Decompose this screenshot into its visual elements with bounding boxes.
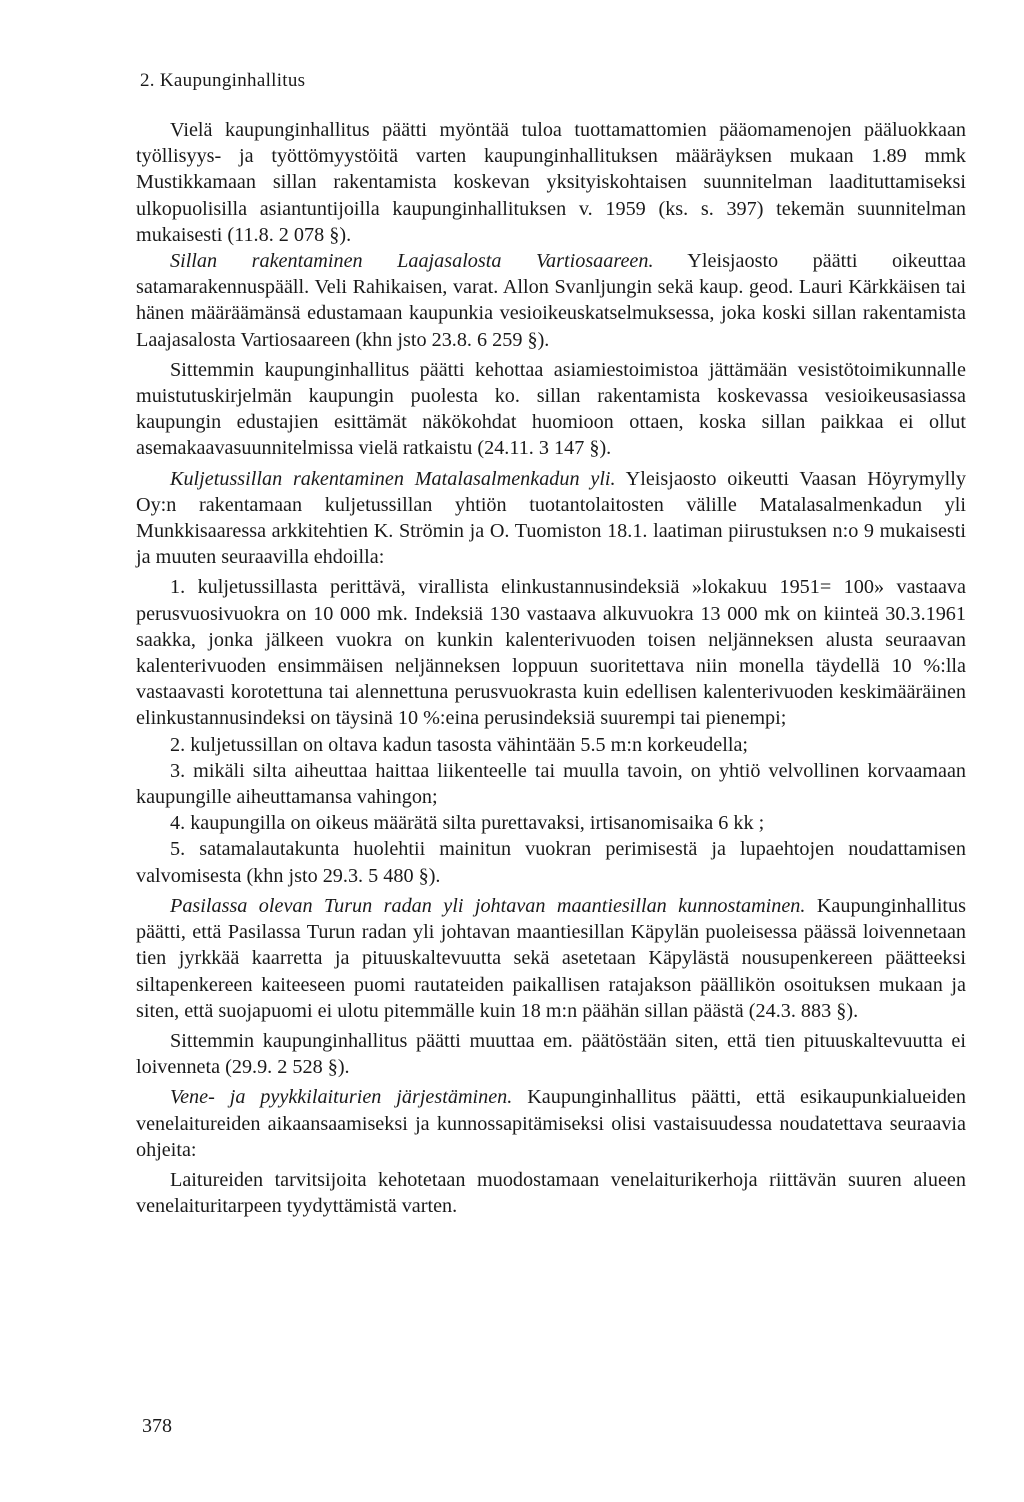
paragraph-heading: Sillan rakentaminen Laajasalosta Vartiosaareen. [170, 250, 654, 273]
paragraph: Sillan rakentaminen Laajasalosta Vartiosaareen. Yleisjaosto päätti oikeuttaa satamarakennuspääll. Veli Rahikaisen, varat. Allon Svanljungin sekä kaup. geod. Lauri Kärkkäisen tai hänen määräämänsä edustamaan kaupunkia vesioikeuskatselmuksessa, joka koski sillan rakentamista Laajasalosta Vartiosaareen (khn jsto 23.8. 6 259 §). [136, 250, 966, 351]
paragraph-heading: Vene- ja pyykkilaiturien järjestäminen. [170, 1086, 513, 1109]
document-body [136, 117, 966, 1219]
paragraph: Laitureiden tarvitsijoita kehotetaan muodostamaan venelaiturikerhoja riittävän suuren alueen venelaituritarpeen tyydyttämistä varten. [136, 1168, 966, 1218]
page-number: 378 [142, 1415, 172, 1437]
paragraph: Sittemmin kaupunginhallitus päätti muuttaa em. päätöstään siten, että tien pituuskaltevuutta ei loivenneta (29.9. 2 528 §). [136, 1029, 966, 1079]
document-page [136, 70, 966, 1219]
list-item: 2. kuljetussillan on oltava kadun tasosta vähintään 5.5 m:n korkeudella; [170, 733, 749, 756]
paragraph: Sittemmin kaupunginhallitus päätti kehottaa asiamiestoimistoa jättämään vesistötoimikunnalle muistutuskirjelmän kaupungin puolesta ko. sillan rakentamista koskevassa vesioikeusasiassa kaupungin edustajien esittämät näkökohdat huomioon ottaen, koska sillan paikkaa ei ollut asemakaavasuunnitelmissa vielä ratkaistu (24.11. 3 147 §). [136, 358, 966, 460]
paragraph-heading: Pasilassa olevan Turun radan yli johtavan maantiesillan kunnostaminen. [170, 894, 806, 917]
paragraph: Vene- ja pyykkilaiturien järjestäminen. Kaupunginhallitus päätti, että esikaupunkialueiden venelaitureiden aikaansaamiseksi ja kunnossapitämiseksi olisi vastaisuudessa noudatettava seuraavia ohjeita: [136, 1086, 966, 1161]
list-item: 1. kuljetussillasta perittävä, virallista elinkustannusindeksiä »lokakuu 1951= 100» vastaava perusvuosivuokra on 10 000 mk. Indeksiä 130 vastaava alkuvuokra 13 000 mk on kiinteä 30.3.1961 saakka, jonka jälkeen vuokra on kunkin kalenterivuoden toisen neljänneksen alusta seuraavan kalenterivuoden ensimmäisen neljänneksen loppuun suoritettava niin monella täydellä 10 %:lla vastaavasti korotettuna tai alennettuna perusvuokrasta kuin edellisen kalenterivuoden keskimääräinen elinkustannusindeksi on täysinä 10 %:eina perusindeksiä suurempi tai pienempi; [136, 576, 966, 730]
paragraph-heading: Kuljetussillan rakentaminen Matalasalmenkadun yli. [170, 467, 616, 490]
paragraph: Vielä kaupunginhallitus päätti myöntää tuloa tuottamattomien pääomamenojen pääluokkaan työllisyys- ja työttömyystöitä varten kaupunginhallituksen määräyksen mukaan 1.89 mmk Mustikkamaan sillan rakentamista koskevan yksityiskohtaisen suunnitelman laadituttamiseksi ulkopuolisilla asiantuntijoilla kaupunginhallituksen v. 1959 (ks. s. 397) tekemän suunnitelman mukaisesti (11.8. 2 078 §). [136, 119, 966, 246]
paragraph: Pasilassa olevan Turun radan yli johtavan maantiesillan kunnostaminen. Kaupunginhallitus päätti, että Pasilassa Turun radan yli johtavan maantiesillan Käpylän puoleisessa päässä loivennetaan tien jyrkkää kaarretta ja pituuskaltevuutta sekä asetetaan Käpylästä nousupenkereen päätteeksi siltapenkereen kaiteeseen puomi rautateiden paikallisen ratajakson päällikön osoituksen mukaan ja siten, että suojapuomi ei ulotu pitemmälle kuin 18 m:n päähän sillan päästä (24.3. 883 §). [136, 894, 966, 1022]
list-item: 3. mikäli silta aiheuttaa haittaa liikenteelle tai muulla tavoin, on yhtiö velvollinen korvaamaan kaupungille aiheuttamansa vahingon; [136, 759, 966, 809]
list-item: 5. satamalautakunta huolehtii mainitun vuokran perimisestä ja lupaehtojen noudattamisen valvomisesta (khn jsto 29.3. 5 480 §). [136, 838, 966, 887]
list-item: 4. kaupungilla on oikeus määrätä silta purettavaksi, irtisanomisaika 6 kk ; [170, 812, 765, 835]
section-header: 2. Kaupunginhallitus [140, 70, 306, 91]
paragraph: Kuljetussillan rakentaminen Matalasalmenkadun yli. Yleisjaosto oikeutti Vaasan Höyrymylly Oy:n rakentamaan kuljetussillan yhtiön tuotantolaitosten välille Matalasalmenkadun yli Munkkisaaressa arkkitehtien K. Strömin ja O. Tuomiston 18.1. laatiman piirustuksen n:o 9 mukaisesti ja muuten seuraavilla ehdoilla: [136, 467, 966, 569]
